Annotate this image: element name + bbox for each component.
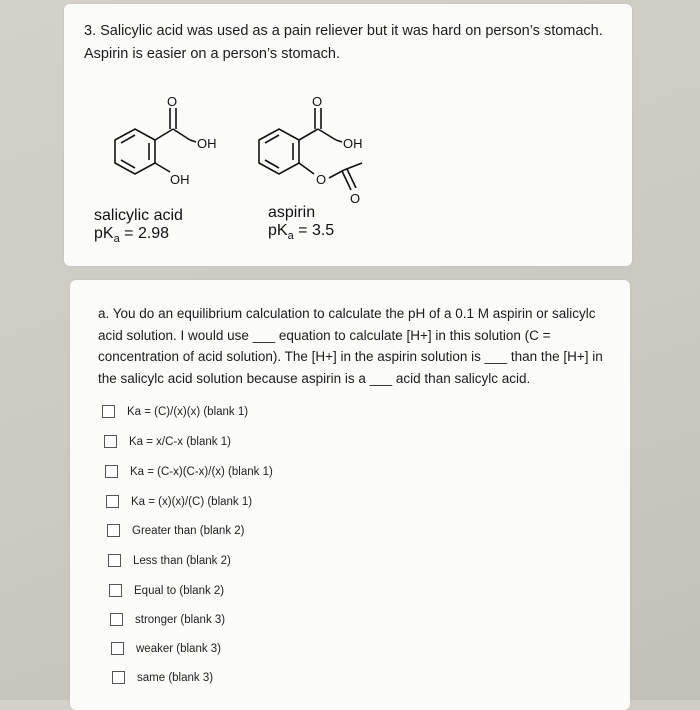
option-greater-than[interactable] <box>107 524 245 537</box>
option-ka-cx-cx-over-x[interactable] <box>105 465 273 478</box>
question-text: 3. Salicylic acid was used as a pain reliever but it was hard on person’s stomach. Aspirin is easier on a person’s stomach. <box>84 23 603 62</box>
option-label: Ka = x/C-x (blank 1) <box>129 435 231 448</box>
checkbox[interactable] <box>106 495 119 508</box>
salicylic-carbonyl-oxygen: O <box>167 94 178 109</box>
option-label: Ka = (x)(x)/(C) (blank 1) <box>131 495 253 508</box>
salicylic-acid-structure <box>90 92 240 192</box>
option-label: Greater than (blank 2) <box>132 524 245 537</box>
question-card <box>64 4 632 266</box>
option-stronger[interactable] <box>110 613 225 626</box>
checkbox[interactable] <box>112 671 125 684</box>
part-a-card <box>70 280 630 710</box>
part-a-question-text: a. You do an equilibrium calculation to calculate the pH of a 0.1 M aspirin or salicylc acid solution. I would use ___ equation to calculate [H+] in this solution (C = concentration of acid solution). The [H+] in the aspirin solution is ___ than the [H+] in the salicylc acid solution because aspirin is a ___ acid than salicylc acid. <box>98 306 603 386</box>
aspirin-acetyl-oxygen: O <box>350 191 361 206</box>
checkbox[interactable] <box>105 465 118 478</box>
aspirin-pka: $pK_a = 3.5$ <box>268 222 335 243</box>
option-same[interactable] <box>112 671 213 684</box>
option-label: Ka = (C-x)(C-x)/(x) (blank 1) <box>130 465 273 478</box>
salicylic-acid-pka: $pK_a = 2.98$ <box>94 225 170 246</box>
option-ka-x-over-c-minus-x[interactable] <box>104 435 231 448</box>
aspirin-acid-oh: OH <box>343 136 363 151</box>
checkbox[interactable] <box>107 524 120 537</box>
checkbox[interactable] <box>110 613 123 626</box>
option-label: same (blank 3) <box>137 671 214 684</box>
checkbox[interactable] <box>111 642 124 655</box>
aspirin-label: aspirin <box>268 204 316 221</box>
option-label: stronger (blank 3) <box>135 613 226 626</box>
checkbox[interactable] <box>104 435 117 448</box>
checkbox[interactable] <box>109 584 122 597</box>
checkbox[interactable] <box>102 405 115 418</box>
option-less-than[interactable] <box>108 554 231 567</box>
aspirin-ester-oxygen: O <box>316 172 327 187</box>
option-ka-xx-over-c[interactable] <box>106 495 252 508</box>
option-ka-c-over-xx[interactable] <box>102 405 248 418</box>
checkbox[interactable] <box>108 554 121 567</box>
option-label: Equal to (blank 2) <box>134 584 225 597</box>
option-weaker[interactable] <box>111 642 221 655</box>
option-equal-to[interactable] <box>109 584 224 597</box>
option-label: Less than (blank 2) <box>133 554 231 567</box>
option-label: Ka = (C)/(x)(x) (blank 1) <box>127 405 249 418</box>
aspirin-carbonyl-oxygen: O <box>312 94 323 109</box>
aspirin-structure <box>254 92 414 214</box>
salicylic-acid-oh: OH <box>197 136 217 151</box>
salicylic-phenol-oh: OH <box>170 172 190 187</box>
option-label: weaker (blank 3) <box>136 642 222 655</box>
salicylic-acid-label: salicylic acid <box>94 207 183 224</box>
